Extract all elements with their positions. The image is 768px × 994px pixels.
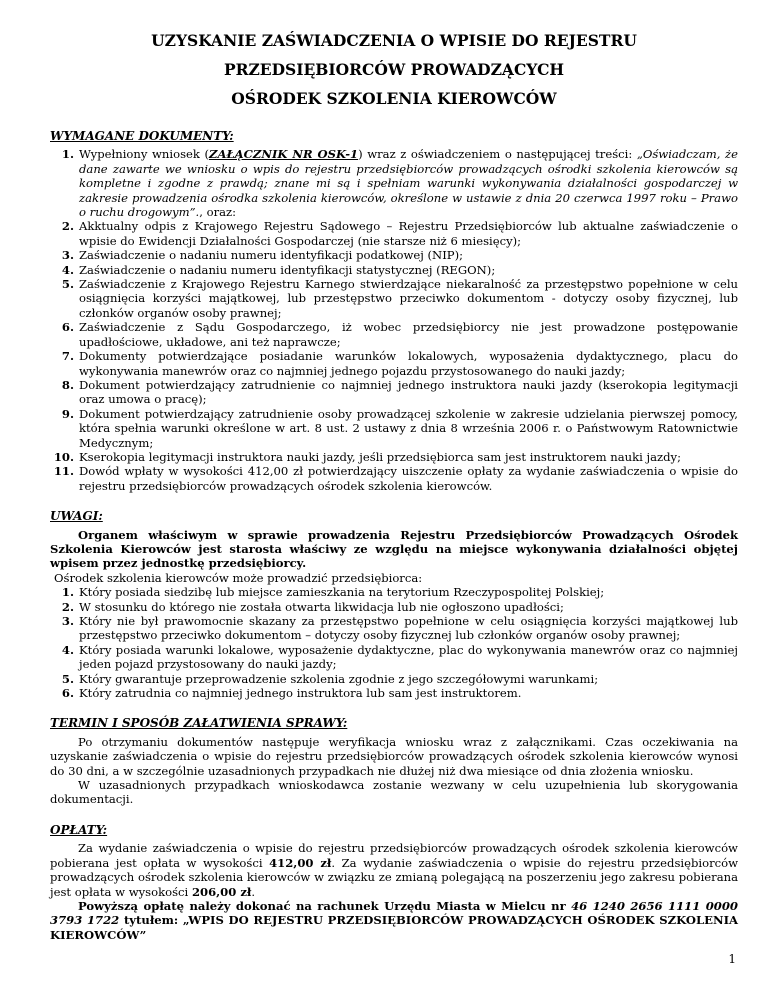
item-text: Zaświadczenie o nadaniu numeru identyfikacji statystycznej (REGON);	[79, 262, 496, 277]
deadline-paragraph-1: Po otrzymaniu dokumentów następuje weryfikacja wniosku wraz z załącznikami. Czas oczekiwania na uzyskanie zaświadczenia o wpisie do rejestru przedsiębiorców prowadzących ośrodek szkolenia kierowców wynosi do 30 dni, a w szczególnie uzasadnionych przypadkach nie dłużej niż dwa miesiące od dnia złożenia wniosku.	[50, 734, 738, 778]
item-text: Wypełniony wniosek (	[79, 147, 209, 162]
fees-heading: OPŁATY:	[50, 822, 108, 837]
item-text: , oraz:	[199, 205, 237, 220]
list-number: 2.	[61, 219, 74, 234]
payment-instruction: Powyższą opłatę należy dokonać na rachunek Urzędu Miasta w Mielcu nr	[78, 898, 572, 913]
list-number: 3.	[61, 248, 74, 263]
documents-list	[50, 147, 738, 493]
list-item	[50, 643, 738, 672]
list-number: 9.	[61, 406, 74, 421]
list-number: 1.	[61, 147, 74, 162]
list-number: 1.	[61, 585, 74, 600]
deadline-heading: TERMIN I SPOSÓB ZAŁATWIENIA SPRAWY:	[50, 716, 348, 731]
item-text: Który nie był prawomocnie skazany za przestępstwo popełnione w celu osiągnięcia korzyści majątkowej lub przestępstwo przeciwko dokumentom – dotyczy osoby fizycznej lub członków organów osoby prawnej;	[79, 614, 738, 643]
list-number: 8.	[61, 377, 74, 392]
fee-amount-extension: 206,00 zł	[191, 884, 252, 899]
list-item	[50, 349, 738, 378]
list-number: 11.	[53, 464, 74, 479]
item-text: Dokument potwierdzający zatrudnienie osoby prowadzącej szkolenie w zakresie udzielania pierwszej pomocy, która spełnia warunki określone w art. 8 ust. 2 ustawy z dnia 8 września 2006 r. o Państwowym Ratownictwie Medycznym;	[79, 406, 738, 450]
fee-text: .	[251, 884, 256, 899]
documents-heading: WYMAGANE DOKUMENTY:	[50, 129, 234, 143]
list-item	[50, 450, 738, 464]
title-line-2: PRZEDSIĘBIORCÓW PROWADZĄCYCH	[223, 60, 565, 79]
list-item	[50, 600, 738, 614]
item-text: Zaświadczenie z Krajowego Rejestru Karnego stwierdzające niekaralność za przestępstwo popełnione w celu osiągnięcia korzyści majątkowej, lub przestępstwo przeciwko dokumentom - dotyczy osoby fizycznej, lub członków organów osoby prawnej;	[79, 277, 738, 320]
list-item	[50, 277, 738, 320]
item-text: ) wraz z oświadczeniem o następującej treści:	[358, 147, 637, 162]
list-number: 6.	[61, 686, 74, 701]
list-number: 5.	[61, 277, 74, 292]
fee-text: . Za wydanie zaświadczenia o wpisie do rejestru przedsiębiorców prowadzących ośrodek szkolenia kierowców w związku ze zmianą polegającą na poszerzeniu jego zakresu pobierana jest opłata w wysokości	[50, 855, 739, 899]
item-text: Zaświadczenie o nadaniu numeru identyfikacji podatkowej (NIP);	[79, 248, 464, 263]
item-text: W stosunku do którego nie została otwarta likwidacja lub nie ogłoszono upadłości;	[79, 599, 564, 614]
item-text: Który zatrudnia co najmniej jednego instruktora lub sam jest instruktorem.	[79, 686, 522, 701]
list-item	[50, 407, 738, 450]
item-text: Który posiada warunki lokalowe, wyposażenie dydaktyczne, plac do wykonywania manewrów oraz co najmniej jeden pojazd przystosowany do nauki jazdy;	[79, 642, 738, 672]
list-item	[50, 614, 738, 643]
item-text: Który gwarantuje przeprowadzenie szkolenia zgodnie z jego szczegółowymi warunkami;	[79, 671, 599, 686]
list-item	[50, 219, 738, 248]
bank-account-number: 46 1240 2656 1111 0000 3793 1722	[50, 898, 739, 928]
notes-heading: UWAGI:	[50, 509, 103, 524]
payment-title: tytułem: „WPIS DO REJESTRU PRZEDSIĘBIORCÓW PROWADZĄCYCH OŚRODEK SZKOLENIA KIEROWCÓW”	[50, 913, 738, 942]
item-text: Dowód wpłaty w wysokości 412,00 zł potwierdzający uiszczenie opłaty za wydanie zaświadczenia o wpisie do rejestru przedsiębiorców prowadzących ośrodek szkolenia kierowców.	[79, 464, 738, 493]
list-number: 5.	[61, 671, 74, 686]
list-item	[50, 672, 738, 686]
page-number: 1	[728, 952, 736, 966]
list-number: 6.	[61, 320, 74, 335]
list-item	[50, 686, 738, 700]
title-line-1: UZYSKANIE ZAŚWIADCZENIA O WPISIE DO REJESTRU	[151, 31, 637, 50]
document-page	[50, 26, 738, 942]
deadline-paragraph-2: W uzasadnionych przypadkach wnioskodawca zostanie wezwany w celu uzupełnienia lub skorygowania dokumentacji.	[50, 778, 738, 807]
item-text: Dokumenty potwierdzające posiadanie warunków lokalowych, wyposażenia dydaktycznego, placu do wykonywania manewrów oraz co najmniej jednego pojazdu przystosowanego do nauki jazdy;	[79, 349, 738, 378]
fees-paragraph-2	[50, 899, 738, 942]
item-text: Zaświadczenie z Sądu Gospodarczego, iż wobec przedsiębiorcy nie jest prowadzone postępowanie upadłościowe, układowe, ani też naprawcze;	[79, 320, 738, 349]
fees-paragraph-1	[50, 841, 738, 899]
requirements-list	[50, 585, 738, 700]
declaration-quote: „Oświadczam, że dane zawarte we wniosku o wpis do rejestru przedsiębiorców prowadzących ośrodki szkolenia kierowców są kompletne i zgodne z prawdą; znane mi są i spełniam warunki wykonywania działalności gospodarczej w zakresie prowadzenia ośrodka szkolenia kierowców, określone w ustawie z dnia 20 czerwca 1997 roku – Prawo o ruchu drogowym”.	[79, 147, 738, 220]
authority-statement: Organem właściwym w sprawie prowadzenia Rejestru Przedsiębiorców Prowadzących Ośrodek Szkolenia Kierowców jest starosta właściwy ze względu na miejsce wykonywania działalności objętej wpisem przez jednostkę przedsiębiorcy.	[50, 527, 738, 571]
title-line-3: OŚRODEK SZKOLENIA KIEROWCÓW	[231, 89, 557, 108]
item-text: Dokument potwierdzający zatrudnienie co najmniej jednego instruktora nauki jazdy (kserokopia legitymacji oraz umowa o pracę);	[79, 377, 738, 407]
item-text: Kserokopia legitymacji instruktora nauki jazdy, jeśli przedsiębiorca sam jest instruktorem nauki jazdy;	[79, 449, 682, 464]
list-item	[50, 585, 738, 599]
fee-amount-registration: 412,00 zł	[269, 855, 332, 870]
list-number: 7.	[61, 349, 74, 364]
document-title	[50, 26, 738, 113]
list-number: 4.	[61, 642, 74, 657]
item-text: Akktualny odpis z Krajowego Rejestru Sądowego – Rejestru Przedsiębiorców lub aktualne zaświadczenie o wpisie do Ewidencji Działalności Gospodarczej (nie starsze niż 6 miesięcy);	[79, 219, 738, 248]
notes-intro: Ośrodek szkolenia kierowców może prowadzić przedsiębiorca:	[54, 570, 423, 585]
list-item	[50, 147, 738, 219]
list-item	[50, 464, 738, 493]
fee-text: Za wydanie zaświadczenia o wpisie do rejestru przedsiębiorców prowadzących ośrodek szkolenia kierowców pobierana jest opłata w wysokości	[50, 841, 738, 870]
attachment-reference: ZAŁĄCZNIK NR OSK-1	[208, 147, 359, 162]
list-item	[50, 320, 738, 349]
list-item	[50, 378, 738, 407]
list-number: 2.	[61, 599, 74, 614]
list-item	[50, 248, 738, 262]
list-number: 10.	[53, 449, 74, 464]
list-item	[50, 263, 738, 277]
list-number: 4.	[61, 262, 74, 277]
item-text: Który posiada siedzibę lub miejsce zamieszkania na terytorium Rzeczypospolitej Polskiej;	[79, 585, 605, 600]
list-number: 3.	[61, 614, 74, 628]
